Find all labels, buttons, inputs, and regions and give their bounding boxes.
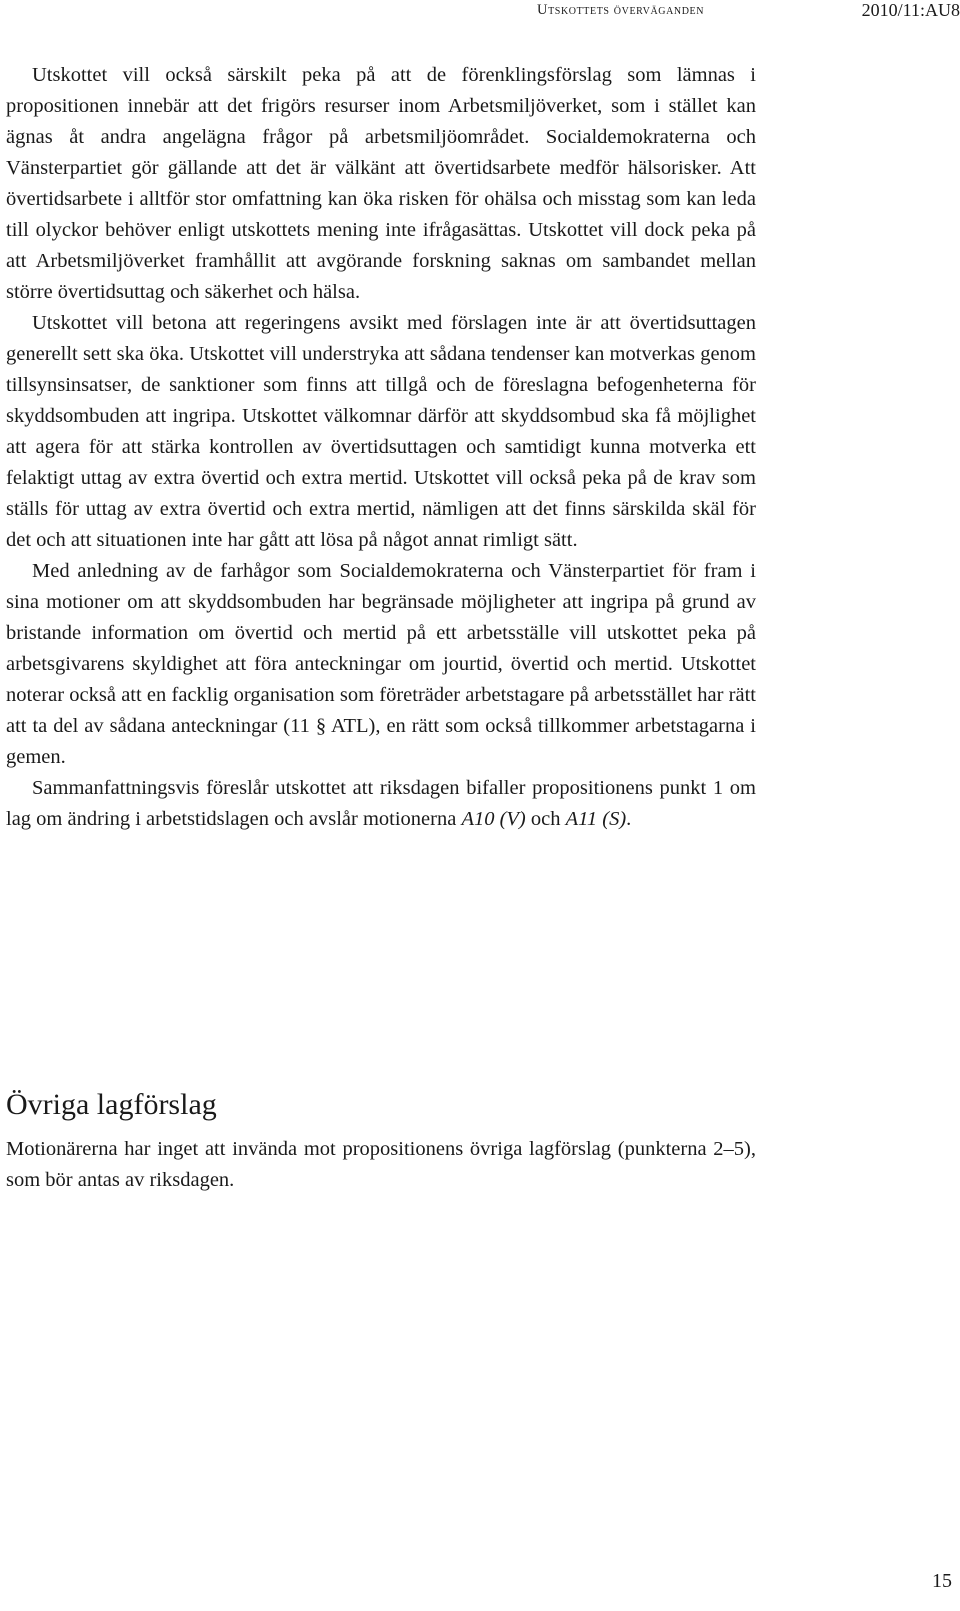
conjunction: och: [530, 808, 561, 830]
motion-reference: A10 (V): [461, 808, 526, 830]
paragraph: Utskottet vill betona att regeringens avsikt med förslagen inte är att övertidsuttagen generellt sett ska öka. Utskottet vill understryka att sådana tendenser kan motverkas genom tillsynsinsatser, de sanktioner som finns att tillgå och de föreslagna befogenheterna för skyddsombuden att ingripa. Utskottet välkomnar därför att skyddsombud ska få möjlighet att agera för att stärka kontrollen av övertidsuttagen och samtidigt kunna motverka ett felaktigt uttag av extra övertid och extra mertid. Utskottet vill också peka på de krav som ställs för uttag av extra övertid och extra mertid, nämligen att det finns särskilda skäl för det och att situationen inte har gått att lösa på något annat rimligt sätt.: [6, 312, 756, 551]
page-number: 15: [932, 1570, 952, 1592]
motion-reference: A11 (S): [565, 808, 627, 830]
header-document-id: 2010/11:AU8: [861, 0, 960, 20]
section-heading: Övriga lagförslag: [6, 1088, 217, 1121]
paragraph: Utskottet vill också särskilt peka på att de förenklingsförslag som lämnas i propositionen innebär att det frigörs resurser inom Arbetsmiljöverket, som i stället kan ägnas åt andra angelägna frågor på arbetsmiljöområdet. Socialdemokraterna och Vänsterpartiet gör gällande att det är välkänt att övertidsarbete medför hälsorisker. Att övertidsarbete i alltför stor omfattning kan öka risken för ohälsa och misstag som kan leda till olyckor behöver enligt utskottets mening inte ifrågasättas. Utskottet vill dock peka på att Arbetsmiljöverket framhållit att avgörande forskning saknas om sambandet mellan större övertidsuttag och säkerhet och hälsa.: [6, 64, 756, 303]
paragraph: Med anledning av de farhågor som Socialdemokraterna och Vänsterpartiet för fram i sina motioner om att skyddsombuden har begränsade möjligheter att ingripa på grund av bristande information om övertid och mertid på ett arbetsställe vill utskottet peka på arbetsgivarens skyldighet att föra anteckningar om jourtid, övertid och mertid. Utskottet noterar också att en facklig organisation som företräder arbetstagare på arbetsstället har rätt att ta del av sådana anteckningar (11 § ATL), en rätt som också tillkommer arbetstagarna i gemen.: [6, 560, 756, 768]
paragraph: Motionärerna har inget att invända mot propositionens övriga lagförslag (punkterna 2–5), som bör antas av riksdagen.: [6, 1138, 756, 1191]
page-header: [0, 0, 960, 30]
sentence-end: .: [626, 808, 632, 830]
main-body: [6, 60, 756, 835]
header-section-title: Utskottets överväganden: [537, 2, 705, 18]
section-body: [6, 1134, 756, 1196]
summary-paragraph: [6, 773, 756, 835]
summary-text: Sammanfattningsvis föreslår utskottet att riksdagen bifaller propositionens punkt 1 om lag om ändring i arbetstidslagen och avslår motionerna: [6, 777, 756, 830]
